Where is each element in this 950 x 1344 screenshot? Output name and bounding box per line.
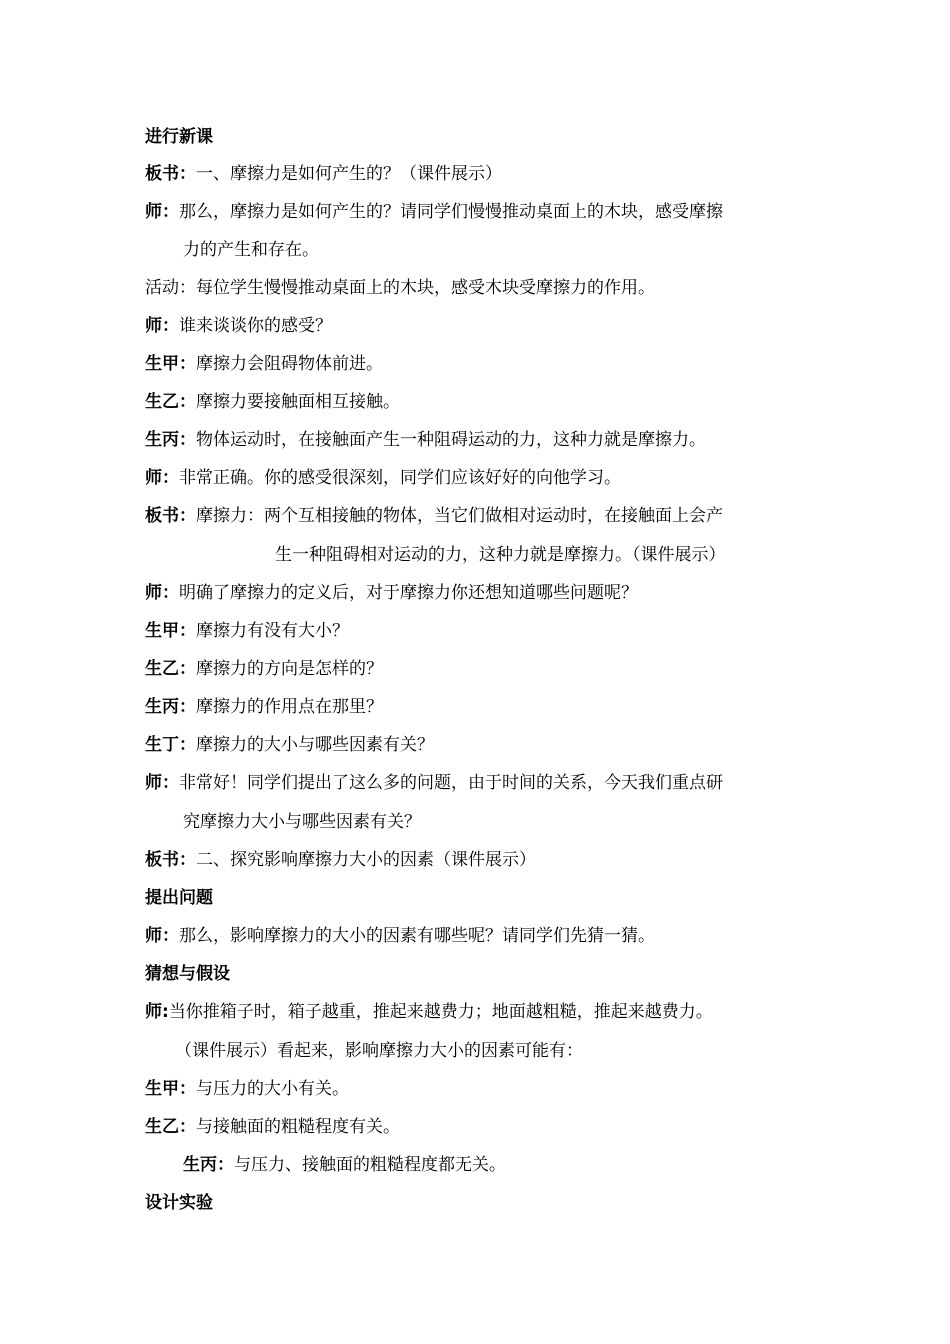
speaker-label: 生乙： [145, 659, 196, 679]
speaker-label: 生丙： [145, 697, 196, 717]
speaker-label: 生丙： [183, 1155, 234, 1175]
speaker-label: 生甲： [145, 1079, 196, 1099]
line-student-c-2 [145, 695, 383, 719]
line-teacher-5-cont: 究摩擦力大小与哪些因素有关？ [183, 812, 421, 832]
speaker-label: 生乙： [145, 392, 196, 412]
line-activity: 活动：每位学生慢慢推动桌面上的木块，感受木块受摩擦力的作用。 [145, 278, 655, 298]
line-teacher-1-cont: 力的产生和存在。 [183, 240, 319, 260]
line-blackboard-2 [145, 504, 723, 528]
speaker-label: 生乙： [145, 1117, 196, 1137]
line-text: 摩擦力的方向是怎样的？ [196, 659, 383, 679]
line-teacher-6 [145, 924, 655, 948]
heading-hypothesis: 猜想与假设 [145, 964, 230, 984]
speaker-label: 师： [145, 202, 179, 222]
speaker-label: 生丁： [145, 735, 196, 755]
heading-ask-question: 提出问题 [145, 888, 213, 908]
heading-design-experiment: 设计实验 [145, 1193, 213, 1213]
line-student-c-3 [183, 1153, 506, 1177]
line-text: 非常正确。你的感受很深刻，同学们应该好好的向他学习。 [179, 468, 621, 488]
heading-new-lesson: 进行新课 [145, 127, 213, 147]
speaker-label: 板书： [145, 850, 196, 870]
speaker-label: 师： [145, 468, 179, 488]
line-teacher-7-cont: （课件展示）看起来，影响摩擦力大小的因素可能有： [175, 1041, 583, 1061]
line-student-a-3 [145, 1077, 349, 1101]
line-student-a-2 [145, 619, 349, 643]
speaker-label: 师： [145, 316, 179, 336]
line-teacher-3 [145, 466, 621, 490]
line-student-a-1 [145, 352, 383, 376]
line-student-c-1 [145, 428, 706, 452]
line-text: 当你推箱子时，箱子越重，推起来越费力；地面越粗糙，推起来越费力。 [168, 1002, 713, 1022]
speaker-label: 板书： [145, 164, 196, 184]
line-text: 二、探究影响摩擦力大小的因素（课件展示） [196, 850, 536, 870]
line-text: 摩擦力的大小与哪些因素有关？ [196, 735, 434, 755]
speaker-label: 生丙： [145, 430, 196, 450]
speaker-label: 师： [145, 583, 179, 603]
line-text: 物体运动时，在接触面产生一种阻碍运动的力，这种力就是摩擦力。 [196, 430, 706, 450]
line-text: 与接触面的粗糙程度有关。 [196, 1117, 400, 1137]
line-blackboard-1 [145, 162, 502, 186]
line-text: 摩擦力要接触面相互接触。 [196, 392, 400, 412]
line-student-d [145, 733, 434, 757]
speaker-label: 板书： [145, 506, 196, 526]
line-text: 摩擦力有没有大小？ [196, 621, 349, 641]
line-text: 非常好！同学们提出了这么多的问题，由于时间的关系，今天我们重点研 [179, 773, 723, 793]
line-teacher-4 [145, 581, 638, 605]
line-text: 明确了摩擦力的定义后，对于摩擦力你还想知道哪些问题呢？ [179, 583, 638, 603]
line-text: 一、摩擦力是如何产生的？（课件展示） [196, 164, 502, 184]
speaker-label: 生甲： [145, 354, 196, 374]
line-teacher-2 [145, 314, 332, 338]
line-student-b-2 [145, 657, 383, 681]
line-teacher-5 [145, 771, 723, 795]
line-student-b-1 [145, 390, 400, 414]
line-text: 那么，影响摩擦力的大小的因素有哪些呢？请同学们先猜一猜。 [179, 926, 655, 946]
line-text: 与压力的大小有关。 [196, 1079, 349, 1099]
line-text: 摩擦力的作用点在那里？ [196, 697, 383, 717]
speaker-label: 生甲： [145, 621, 196, 641]
speaker-label: 师： [145, 773, 179, 793]
line-student-b-3 [145, 1115, 400, 1139]
line-teacher-7 [145, 1000, 713, 1024]
line-text: 与压力、接触面的粗糙程度都无关。 [234, 1155, 506, 1175]
line-text: 谁来谈谈你的感受？ [179, 316, 332, 336]
line-teacher-1 [145, 200, 723, 224]
line-blackboard-2-cont: 生一种阻碍相对运动的力，这种力就是摩擦力。（课件展示） [275, 545, 726, 565]
speaker-label: 师: [145, 1002, 169, 1022]
speaker-label: 师： [145, 926, 179, 946]
line-text: 摩擦力会阻碍物体前进。 [196, 354, 383, 374]
line-text: 摩擦力：两个互相接触的物体，当它们做相对运动时，在接触面上会产 [196, 506, 723, 526]
line-text: 那么，摩擦力是如何产生的？请同学们慢慢推动桌面上的木块，感受摩擦 [179, 202, 723, 222]
line-blackboard-3 [145, 848, 536, 872]
